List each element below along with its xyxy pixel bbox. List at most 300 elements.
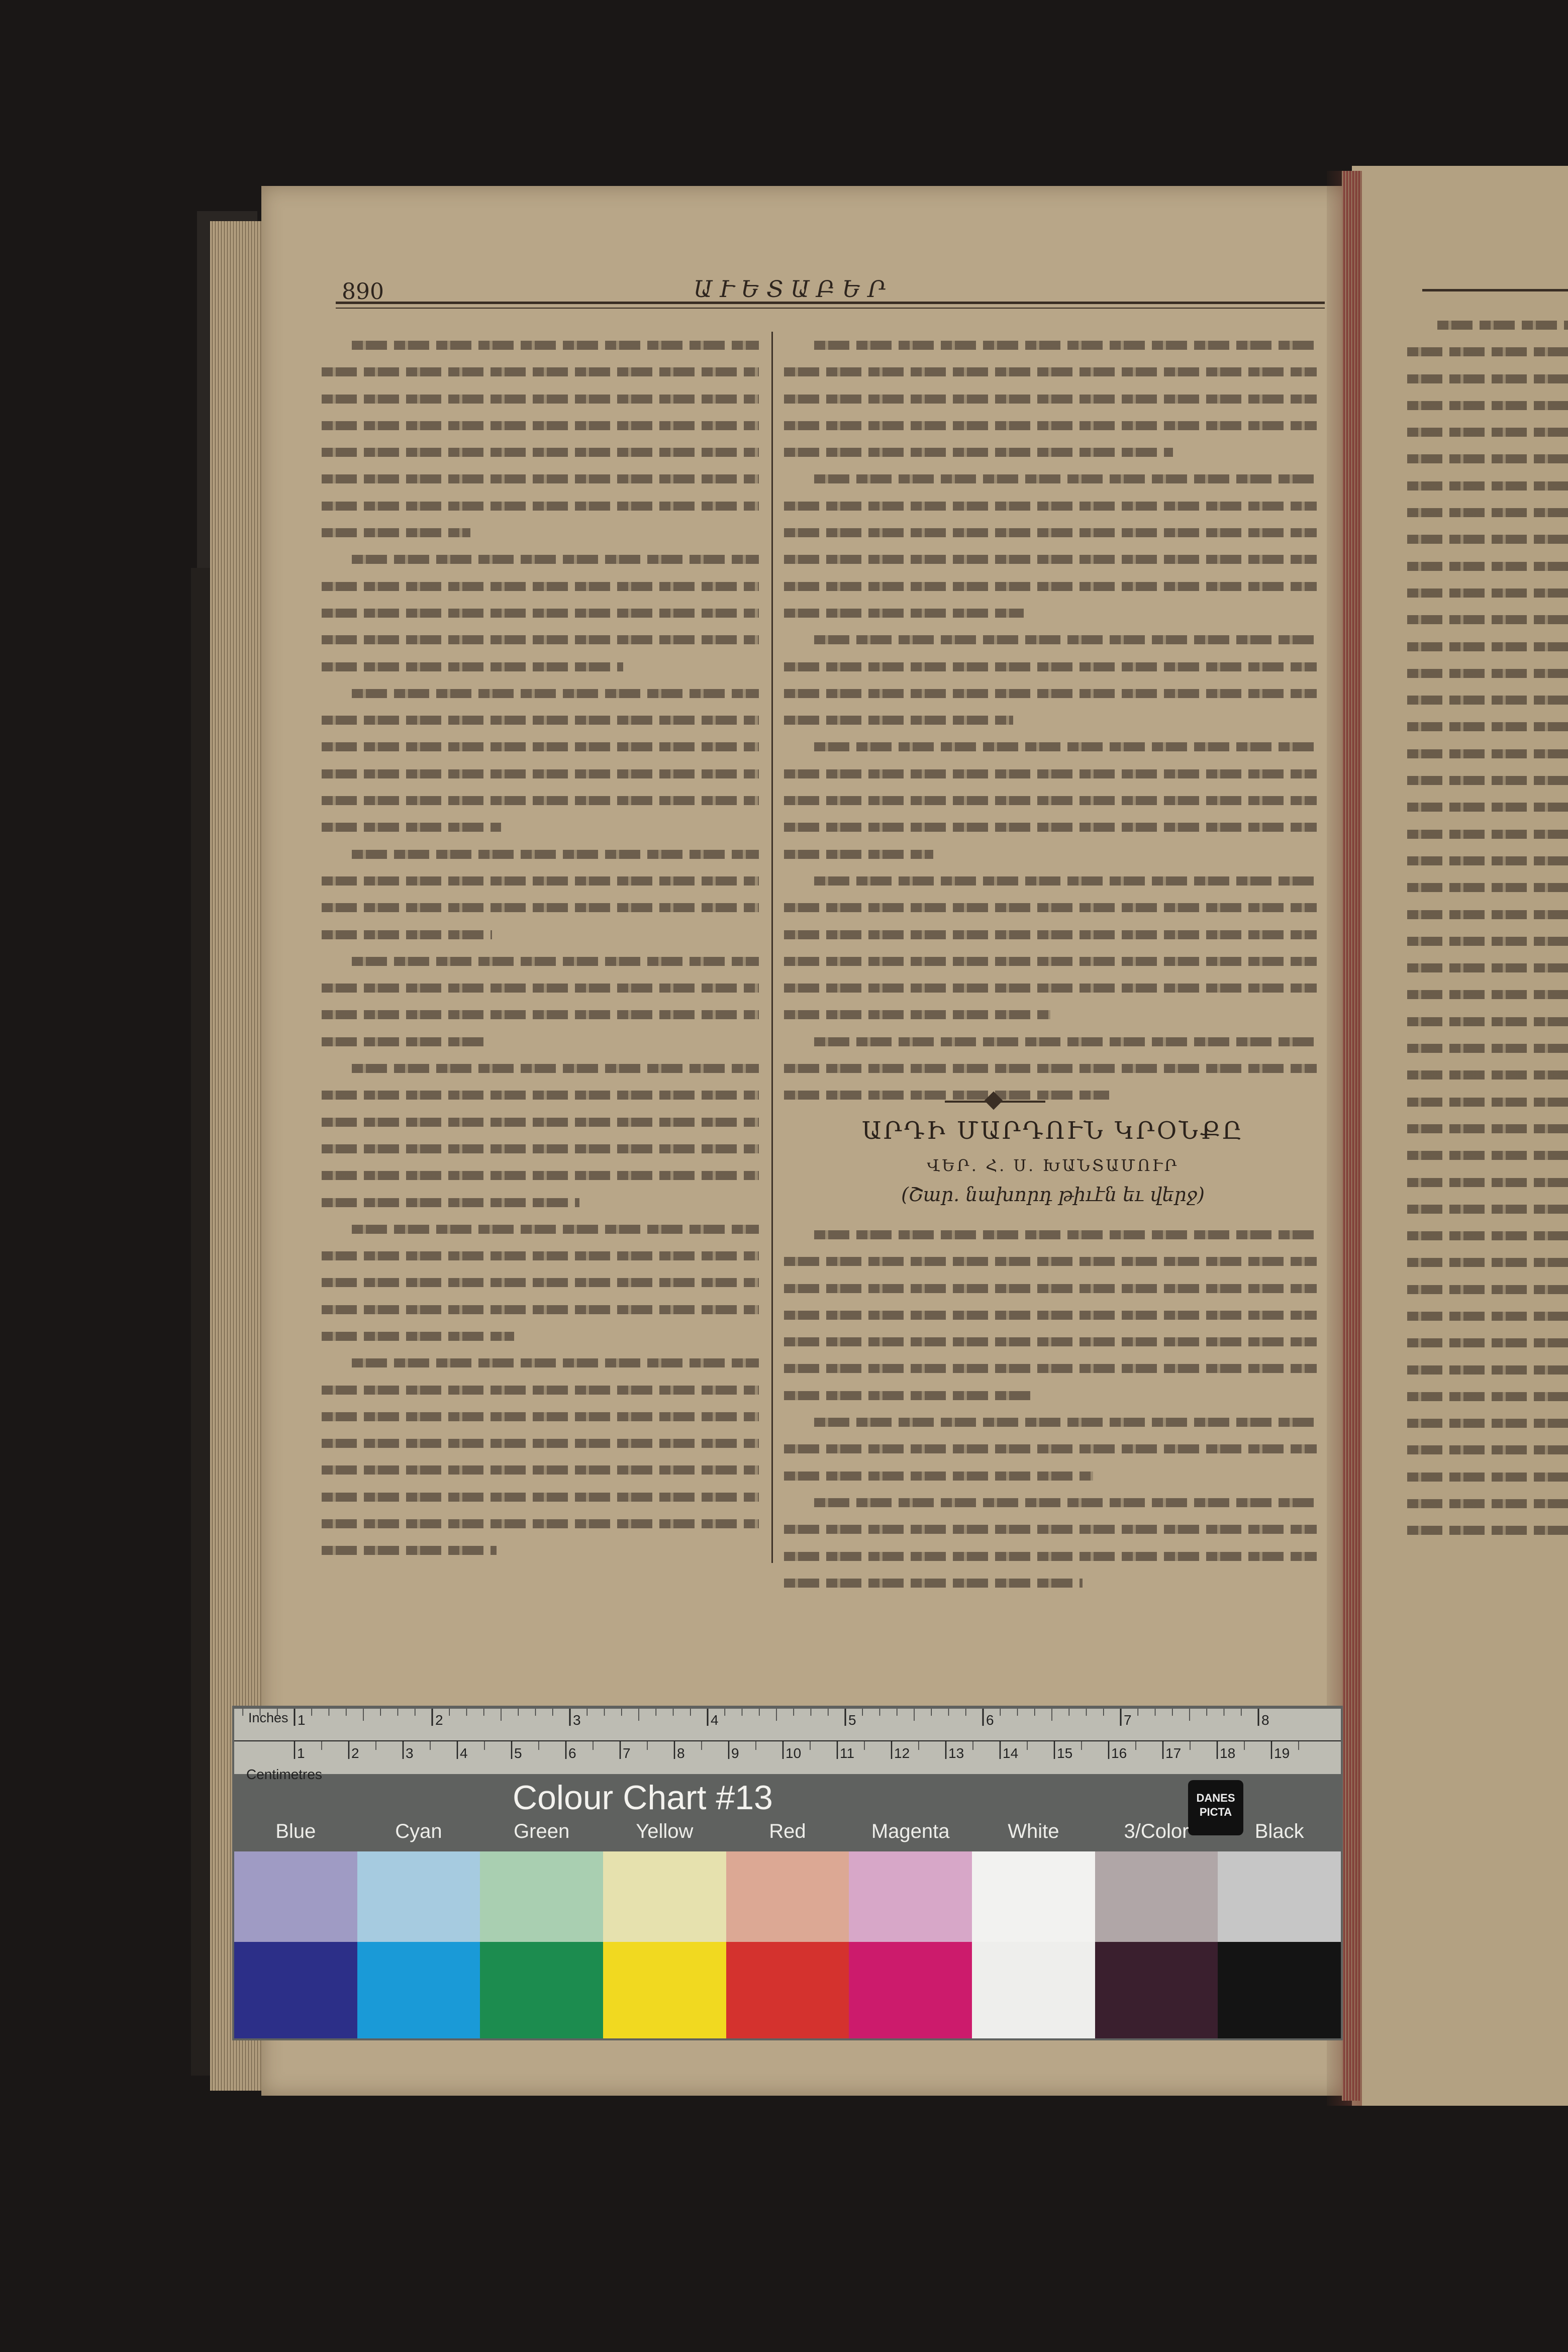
cm-tick-label: 4 xyxy=(460,1745,468,1761)
text-line-ink xyxy=(784,1364,1317,1373)
text-line-ink xyxy=(322,421,759,430)
text-line xyxy=(1407,1436,1568,1463)
text-line-ink xyxy=(1407,1151,1568,1160)
text-line-ink xyxy=(1407,1445,1568,1454)
text-line-ink xyxy=(1407,642,1568,651)
text-line xyxy=(784,1516,1322,1542)
text-line xyxy=(1407,821,1568,847)
text-line-ink xyxy=(1407,1205,1568,1214)
text-line xyxy=(1407,767,1568,794)
text-line-ink xyxy=(784,421,1317,430)
text-line-ink xyxy=(322,367,759,376)
text-line-ink xyxy=(814,1498,1317,1507)
text-line xyxy=(1407,874,1568,901)
text-line-ink xyxy=(322,635,759,644)
cm-tick-label: 9 xyxy=(731,1745,739,1761)
text-line-ink xyxy=(1407,1526,1568,1535)
cm-tick-label: 7 xyxy=(623,1745,631,1761)
text-line-ink xyxy=(784,1284,1317,1293)
text-line-ink xyxy=(352,850,759,859)
text-line xyxy=(1407,928,1568,954)
text-line-ink xyxy=(784,609,1024,618)
text-line-ink xyxy=(1407,1499,1568,1508)
text-line-ink xyxy=(1407,1070,1568,1080)
text-line-ink xyxy=(322,502,759,511)
text-line xyxy=(784,439,1322,465)
swatch-label: Magenta xyxy=(871,1820,950,1842)
text-line-ink xyxy=(1407,1178,1568,1187)
text-line xyxy=(1407,1356,1568,1383)
text-line-ink xyxy=(322,1144,759,1153)
text-line-ink xyxy=(814,1418,1317,1427)
article-note: (Շար. նախորդ թիւէն եւ վերջ) xyxy=(901,1184,1205,1206)
text-line xyxy=(784,1302,1322,1328)
text-line-ink xyxy=(784,1525,1317,1534)
text-line-ink xyxy=(1407,1231,1568,1240)
inch-tick-label: 8 xyxy=(1261,1712,1269,1728)
color-swatch xyxy=(849,1851,972,1942)
text-line xyxy=(322,626,764,653)
text-line-ink xyxy=(1407,562,1568,571)
text-line-ink xyxy=(322,609,759,618)
text-line xyxy=(1407,713,1568,740)
color-swatch xyxy=(972,1851,1095,1942)
color-swatch xyxy=(234,1942,357,2038)
text-line xyxy=(1407,499,1568,526)
text-line xyxy=(784,332,1322,358)
text-line-ink xyxy=(352,957,759,966)
swatch-label: Green xyxy=(514,1820,570,1842)
text-line-ink xyxy=(322,903,759,912)
article-author: ՎԵՐ. Հ. Ս. ԽԱՆՏԱՄՈՒՐ xyxy=(927,1156,1179,1175)
text-line xyxy=(1407,740,1568,767)
swatch-label: Black xyxy=(1254,1820,1304,1842)
text-line xyxy=(1407,553,1568,579)
text-line xyxy=(322,1377,764,1403)
text-line-ink xyxy=(1407,722,1568,731)
text-line-ink xyxy=(1407,803,1568,812)
text-line xyxy=(1407,954,1568,981)
text-line-ink xyxy=(352,1225,759,1234)
header-rule xyxy=(336,308,1325,309)
text-line xyxy=(322,1456,764,1483)
text-line xyxy=(322,1001,764,1028)
column-divider xyxy=(771,332,773,1563)
inch-tick-label: 2 xyxy=(435,1712,443,1728)
text-line xyxy=(784,1275,1322,1302)
text-line xyxy=(322,1055,764,1082)
cm-tick-label: 5 xyxy=(514,1745,522,1761)
article-body-text xyxy=(784,1221,1322,1596)
text-line-ink xyxy=(814,635,1317,644)
text-line xyxy=(1407,365,1568,392)
text-line xyxy=(322,1510,764,1537)
text-line-ink xyxy=(322,742,759,751)
text-line-ink xyxy=(322,448,759,457)
text-line xyxy=(784,1001,1322,1028)
cm-tick-label: 13 xyxy=(948,1745,964,1761)
text-line-ink xyxy=(784,1010,1050,1019)
text-line-ink xyxy=(1407,347,1568,356)
text-line xyxy=(322,1242,764,1269)
text-line-ink xyxy=(322,876,759,886)
text-line xyxy=(322,733,764,760)
text-line xyxy=(784,814,1322,840)
text-line xyxy=(1407,419,1568,445)
text-line xyxy=(784,760,1322,787)
text-line-ink xyxy=(784,582,1317,591)
text-line xyxy=(322,1403,764,1430)
color-swatch xyxy=(357,1942,480,2038)
left-column-text xyxy=(322,332,764,1564)
text-line xyxy=(322,412,764,439)
text-line-ink xyxy=(322,1251,759,1260)
color-swatch xyxy=(480,1851,603,1942)
text-line-ink xyxy=(1407,1017,1568,1026)
text-line-ink xyxy=(784,1444,1317,1453)
text-line xyxy=(322,332,764,358)
colour-chart-title: Colour Chart #13 xyxy=(513,1779,773,1817)
swatch-label: Cyan xyxy=(395,1820,442,1842)
text-line xyxy=(322,465,764,492)
text-line-ink xyxy=(784,1091,1109,1100)
text-line-ink xyxy=(1407,1044,1568,1053)
text-line-ink xyxy=(784,903,1317,912)
text-line-ink xyxy=(322,1493,759,1502)
text-line xyxy=(322,600,764,626)
text-line xyxy=(1407,1142,1568,1168)
text-line xyxy=(322,519,764,546)
text-line xyxy=(1407,633,1568,660)
text-line xyxy=(1407,579,1568,606)
text-line xyxy=(322,1484,764,1510)
right-column-text xyxy=(784,332,1322,1109)
inch-tick-label: 3 xyxy=(573,1712,581,1728)
text-line xyxy=(1407,1169,1568,1196)
color-swatch xyxy=(1218,1851,1341,1942)
text-line-ink xyxy=(322,1037,483,1046)
text-line xyxy=(1407,981,1568,1008)
text-line xyxy=(322,1216,764,1242)
text-line xyxy=(784,465,1322,492)
text-line-ink xyxy=(1407,883,1568,892)
text-line xyxy=(784,600,1322,626)
inch-tick-label: 7 xyxy=(1124,1712,1132,1728)
text-line xyxy=(784,1248,1322,1275)
text-line xyxy=(784,1328,1322,1355)
text-line xyxy=(784,894,1322,921)
text-line xyxy=(322,1135,764,1162)
text-line xyxy=(1407,392,1568,419)
text-line-ink xyxy=(1407,696,1568,705)
text-line xyxy=(1407,526,1568,552)
text-line-ink xyxy=(784,984,1317,993)
text-line-ink xyxy=(814,474,1317,483)
text-line-ink xyxy=(784,850,933,859)
text-line-ink xyxy=(784,1064,1317,1073)
text-line-ink xyxy=(784,930,1317,939)
text-line-ink xyxy=(1407,1365,1568,1375)
text-line xyxy=(1407,847,1568,874)
text-line xyxy=(784,787,1322,814)
text-line-ink xyxy=(322,1439,759,1448)
text-line xyxy=(1407,606,1568,633)
text-line xyxy=(322,894,764,921)
text-line-ink xyxy=(322,716,759,725)
text-line xyxy=(1407,472,1568,499)
text-line-ink xyxy=(322,474,759,483)
cm-tick-label: 1 xyxy=(297,1745,305,1761)
cm-tick-label: 10 xyxy=(786,1745,802,1761)
text-line xyxy=(322,1109,764,1135)
swatch-row-light xyxy=(234,1851,1341,1942)
text-line-ink xyxy=(784,823,1317,832)
text-line-ink xyxy=(322,769,759,778)
color-swatch xyxy=(972,1942,1095,2038)
text-line xyxy=(784,573,1322,600)
swatch-label: 3/Color xyxy=(1124,1820,1189,1842)
text-line xyxy=(784,974,1322,1001)
text-line xyxy=(322,653,764,680)
text-line-ink xyxy=(322,582,759,591)
text-line xyxy=(784,1028,1322,1055)
text-line xyxy=(784,680,1322,707)
brand-logo-text: DANES PICTA xyxy=(1196,1792,1235,1818)
text-line xyxy=(784,1570,1322,1596)
text-line-ink xyxy=(1407,1338,1568,1347)
text-line-ink xyxy=(322,796,759,805)
text-line xyxy=(784,1462,1322,1489)
text-line xyxy=(1407,1115,1568,1142)
text-line-ink xyxy=(322,1305,759,1314)
text-line xyxy=(784,1382,1322,1409)
cm-tick-label: 6 xyxy=(568,1745,576,1761)
text-line xyxy=(784,707,1322,733)
text-line xyxy=(784,867,1322,894)
text-line-ink xyxy=(322,1010,759,1019)
text-line xyxy=(1407,794,1568,820)
cm-tick-label: 15 xyxy=(1057,1745,1073,1761)
text-line xyxy=(322,358,764,385)
text-line-ink xyxy=(784,502,1317,511)
text-line xyxy=(322,948,764,974)
text-line xyxy=(784,921,1322,948)
text-line xyxy=(322,546,764,572)
text-line xyxy=(322,1082,764,1108)
text-line-ink xyxy=(322,1278,759,1287)
text-line xyxy=(784,1409,1322,1435)
text-line xyxy=(784,385,1322,412)
text-line-ink xyxy=(784,395,1317,404)
text-line-ink xyxy=(814,742,1317,751)
text-line-ink xyxy=(784,1391,1034,1400)
text-line-ink xyxy=(1407,856,1568,865)
text-line-ink xyxy=(322,1091,759,1100)
text-line xyxy=(784,1355,1322,1382)
swatch-label: Red xyxy=(769,1820,806,1842)
color-swatch xyxy=(603,1942,726,2038)
color-swatch xyxy=(1095,1851,1218,1942)
text-line-ink xyxy=(784,448,1173,457)
text-line xyxy=(784,733,1322,760)
swatch-label: White xyxy=(1008,1820,1059,1842)
text-line-ink xyxy=(814,876,1317,886)
text-line xyxy=(1407,1517,1568,1543)
color-swatch xyxy=(726,1851,849,1942)
cm-tick-label: 16 xyxy=(1111,1745,1127,1761)
text-line xyxy=(322,707,764,733)
color-swatch xyxy=(234,1851,357,1942)
article-title: ԱՐԴԻ ՄԱՐԴՈՒՆ ԿՐՕՆՔԸ xyxy=(861,1117,1244,1145)
text-line-ink xyxy=(814,341,1317,350)
text-line xyxy=(322,1349,764,1376)
text-line-ink xyxy=(784,1472,1093,1481)
text-line xyxy=(322,760,764,787)
text-line-ink xyxy=(1407,1312,1568,1321)
text-line-ink xyxy=(1407,1392,1568,1401)
text-line-ink xyxy=(322,984,759,993)
cm-tick-label: 19 xyxy=(1274,1745,1290,1761)
text-line xyxy=(784,546,1322,572)
text-line-ink xyxy=(784,1552,1317,1561)
text-line xyxy=(322,1430,764,1456)
text-line xyxy=(784,358,1322,385)
color-swatch xyxy=(1218,1942,1341,2038)
text-line-ink xyxy=(784,1579,1083,1588)
text-line-ink xyxy=(1407,535,1568,544)
text-line-ink xyxy=(1407,428,1568,437)
text-line-ink xyxy=(1407,830,1568,839)
text-line xyxy=(322,921,764,948)
text-line xyxy=(1407,1383,1568,1410)
text-line xyxy=(322,974,764,1001)
text-line-ink xyxy=(784,367,1317,376)
swatch-label: Blue xyxy=(275,1820,316,1842)
text-line-ink xyxy=(322,1198,579,1207)
text-line xyxy=(1407,1329,1568,1356)
text-line xyxy=(1407,445,1568,472)
text-line-ink xyxy=(1407,910,1568,919)
right-page-header-rule xyxy=(1422,289,1568,291)
text-line-ink xyxy=(1407,615,1568,624)
text-line xyxy=(322,1269,764,1296)
text-line-ink xyxy=(322,662,623,671)
text-line xyxy=(784,1435,1322,1462)
text-line xyxy=(1407,901,1568,928)
color-swatch xyxy=(603,1851,726,1942)
text-line-ink xyxy=(1407,508,1568,517)
text-line-ink xyxy=(1437,321,1568,330)
text-line-ink xyxy=(322,1412,759,1421)
text-line-ink xyxy=(322,930,492,939)
text-line-ink xyxy=(784,1257,1317,1266)
cm-tick-label: 17 xyxy=(1165,1745,1182,1761)
text-line-ink xyxy=(784,1337,1317,1346)
text-line-ink xyxy=(1407,401,1568,410)
text-line-ink xyxy=(784,689,1317,698)
text-line-ink xyxy=(1407,669,1568,678)
text-line xyxy=(1407,1196,1568,1222)
text-line xyxy=(784,412,1322,439)
text-line xyxy=(1407,338,1568,365)
text-line xyxy=(1407,1410,1568,1436)
text-line-ink xyxy=(322,1171,759,1180)
text-line-ink xyxy=(1407,454,1568,463)
text-line xyxy=(1407,1463,1568,1490)
text-line-ink xyxy=(1407,481,1568,491)
text-line xyxy=(322,1537,764,1563)
page-number: 890 xyxy=(342,279,384,305)
text-line-ink xyxy=(1407,1098,1568,1107)
text-line-ink xyxy=(1407,776,1568,785)
text-line-ink xyxy=(322,1118,759,1127)
text-line xyxy=(1407,1490,1568,1517)
text-line xyxy=(322,680,764,707)
text-line xyxy=(784,519,1322,546)
text-line xyxy=(784,1055,1322,1082)
text-line xyxy=(1407,1061,1568,1088)
text-line xyxy=(784,493,1322,519)
text-line xyxy=(1407,1089,1568,1115)
next-page-text xyxy=(1407,312,1568,1544)
text-line xyxy=(322,1189,764,1216)
text-line xyxy=(322,573,764,600)
text-line xyxy=(322,1162,764,1189)
inch-tick-label: 6 xyxy=(986,1712,994,1728)
cm-tick-label: 11 xyxy=(840,1745,855,1761)
text-line xyxy=(322,385,764,412)
text-line xyxy=(784,626,1322,653)
text-line-ink xyxy=(1407,937,1568,946)
text-line-ink xyxy=(352,1358,759,1367)
text-line-ink xyxy=(322,1465,759,1475)
text-line-ink xyxy=(784,796,1317,805)
cm-tick-label: 18 xyxy=(1220,1745,1236,1761)
cm-tick-label: 12 xyxy=(894,1745,910,1761)
text-line-ink xyxy=(322,1519,759,1528)
text-line-ink xyxy=(322,1546,497,1555)
text-line xyxy=(784,1543,1322,1570)
inch-tick-label: 1 xyxy=(298,1712,306,1728)
text-line xyxy=(1407,1035,1568,1061)
text-line-ink xyxy=(322,823,501,832)
text-line xyxy=(784,1221,1322,1248)
cm-tick-label: 3 xyxy=(406,1745,414,1761)
text-line-ink xyxy=(322,528,470,537)
text-line-ink xyxy=(1407,374,1568,383)
text-line xyxy=(1407,1276,1568,1303)
color-swatch xyxy=(849,1942,972,2038)
text-line-ink xyxy=(1407,1419,1568,1428)
text-line-ink xyxy=(784,716,1013,725)
text-line-ink xyxy=(784,957,1317,966)
text-line xyxy=(322,439,764,465)
text-line-ink xyxy=(1407,589,1568,598)
text-line-ink xyxy=(322,1332,514,1341)
text-line xyxy=(784,948,1322,974)
text-line xyxy=(322,841,764,867)
text-line-ink xyxy=(1407,1124,1568,1133)
text-line-ink xyxy=(1407,963,1568,972)
text-line-ink xyxy=(322,1386,759,1395)
swatch-row-dark xyxy=(234,1942,1341,2038)
text-line-ink xyxy=(352,555,759,564)
text-line-ink xyxy=(352,1064,759,1073)
cm-tick-label: 8 xyxy=(677,1745,685,1761)
text-line xyxy=(322,867,764,894)
swatch-label: Yellow xyxy=(636,1820,694,1842)
text-line xyxy=(322,1028,764,1055)
